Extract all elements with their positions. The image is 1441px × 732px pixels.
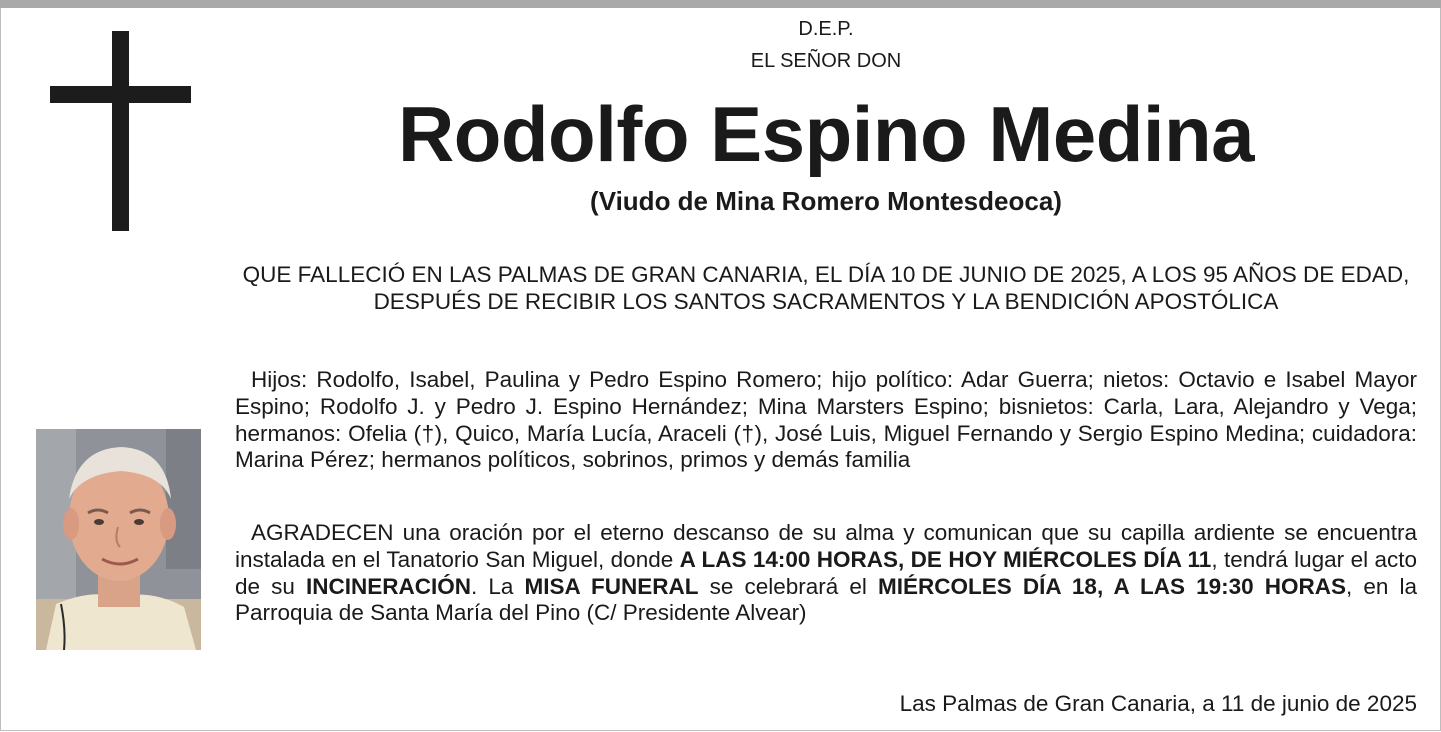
funeral-details-paragraph bbox=[235, 520, 1417, 627]
place-date: Las Palmas de Gran Canaria, a 11 de junio de 2025 bbox=[899, 691, 1417, 716]
death-statement: QUE FALLECIÓ EN LAS PALMAS DE GRAN CANARIA, EL DÍA 10 DE JUNIO DE 2025, A LOS 95 AÑOS DE EDAD, DESPUÉS DE RECIBIR LOS SANTOS SACRAMENTOS Y LA BENDICIÓN APOSTÓLICA bbox=[242, 262, 1410, 314]
funeral-text-1: AGRADECEN una oración por el eterno descanso de su alma y comunican que su capilla ardiente se encuentra instalada en el Tanatorio San Miguel, donde bbox=[235, 520, 1417, 572]
top-bar bbox=[0, 0, 1441, 8]
cremation-time: A LAS 14:00 HORAS, DE HOY MIÉRCOLES DÍA 11 bbox=[679, 546, 1212, 572]
funeral-text-4: se celebrará el bbox=[698, 573, 879, 599]
funeral-text-3: . La bbox=[471, 573, 525, 599]
family-paragraph: Hijos: Rodolfo, Isabel, Paulina y Pedro Espino Romero; hijo político: Adar Guerra; nietos: Octavio e Isabel Mayor Espino; Rodolfo J. y Pedro J. Espino Hernández; Mina Marsters Espino; bisnietos: Carla, Lara, Alejandro y Vega; hermanos: Ofelia (†), Quico, María Lucía, Araceli (†), José Luis, Miguel Fernando y Sergio Espino Medina; cuidadora: Marina Pérez; hermanos políticos, sobrinos, primos y demás familia bbox=[235, 367, 1417, 473]
cross-horizontal-bar bbox=[50, 86, 191, 103]
cross-vertical-bar bbox=[112, 31, 129, 231]
portrait-photo bbox=[36, 429, 201, 650]
mass-date-time: MIÉRCOLES DÍA 18, A LAS 19:30 HORAS bbox=[878, 573, 1346, 599]
honorific-label: EL SEÑOR DON bbox=[750, 50, 902, 72]
funeral-mass-label: MISA FUNERAL bbox=[524, 573, 699, 599]
cremation-label: INCINERACIÓN bbox=[306, 573, 472, 599]
funeral-text-5: , en la Parroquia de Santa María del Pino (C/ Presidente Alvear) bbox=[235, 573, 1417, 626]
portrait-illustration bbox=[36, 429, 201, 650]
funeral-text-2: , tendrá lugar el acto de su bbox=[235, 546, 1417, 599]
widower-line: (Viudo de Mina Romero Montesdeoca) bbox=[590, 186, 1062, 216]
deceased-name: Rodolfo Espino Medina bbox=[397, 90, 1255, 178]
rip-label: D.E.P. bbox=[798, 18, 854, 40]
